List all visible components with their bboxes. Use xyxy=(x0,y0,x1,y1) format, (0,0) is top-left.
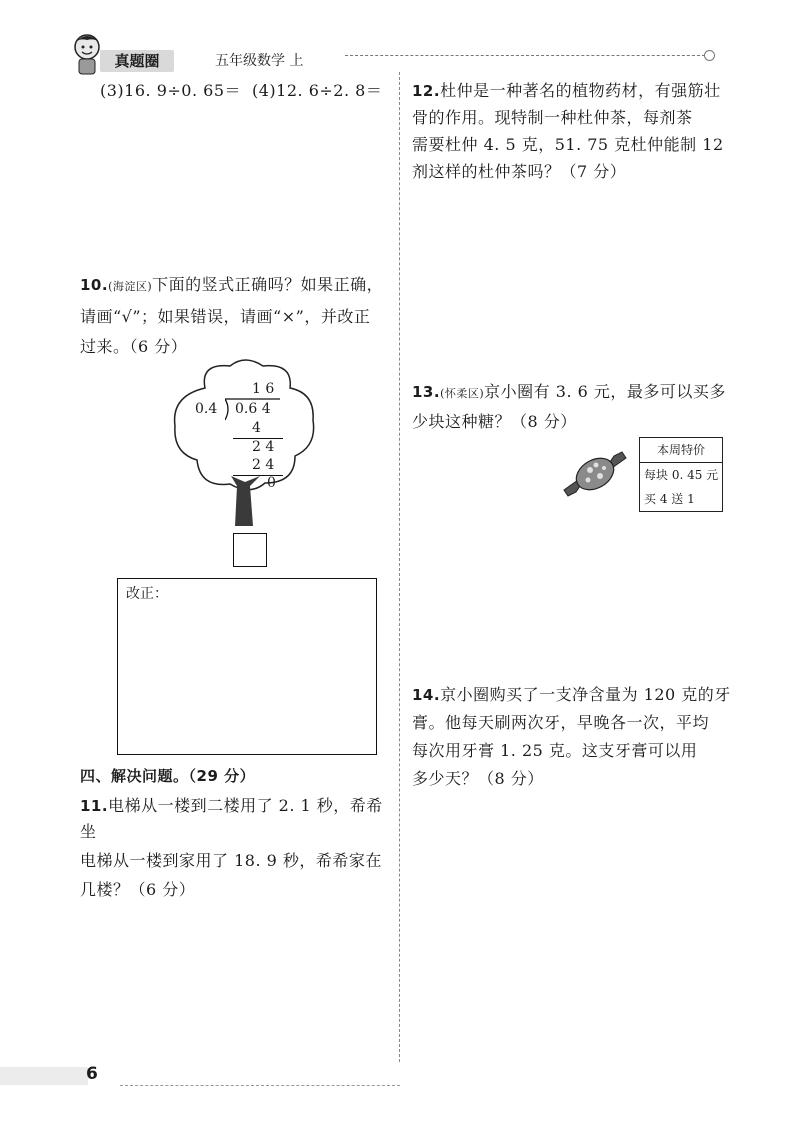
q11-text-1: 电梯从一楼到二楼用了 2. 1 秒，希希坐 xyxy=(80,796,383,841)
q14-text-1: 京小圈购买了一支净含量为 120 克的牙 xyxy=(440,685,731,704)
footer-bar xyxy=(0,1067,88,1085)
long-division xyxy=(195,380,295,490)
q11-number: 11. xyxy=(80,797,109,815)
division-remainder: 0 xyxy=(267,475,276,491)
footer-divider xyxy=(120,1085,400,1086)
q13-district: (怀柔区) xyxy=(440,387,485,400)
question-11 xyxy=(80,793,390,903)
q10-text-1: 下面的竖式正确吗？如果正确， xyxy=(152,275,384,294)
division-divisor: 0.4 xyxy=(195,401,218,417)
calc-item-4: (4)12. 6÷2. 8＝ xyxy=(252,81,383,100)
q10-line-3: 过来。（6 分） xyxy=(80,337,188,356)
question-12 xyxy=(412,78,732,185)
price-tag xyxy=(639,437,723,512)
column-divider xyxy=(399,72,400,1062)
q13-line-2: 少块这种糖？（8 分） xyxy=(412,412,577,431)
q13-line-1 xyxy=(412,379,732,407)
q12-text-1: 杜仲是一种著名的植物药材，有强筋壮 xyxy=(440,81,721,100)
grade-title: 五年级数学 上 xyxy=(215,53,304,69)
q12-line-3: 需要杜仲 4. 5 克，51. 75 克杜仲能制 12 xyxy=(412,135,724,154)
division-step-3: 2 4 xyxy=(252,457,275,473)
question-10 xyxy=(80,272,390,360)
correction-label: 改正： xyxy=(126,586,168,602)
q10-line-2: 请画“√”；如果错误，请画“×”，并改正 xyxy=(80,307,371,326)
q14-line-2: 膏。他每天刷两次牙，早晚各一次，平均 xyxy=(412,713,710,732)
division-quotient: 1 6 xyxy=(252,381,275,397)
candy-icon xyxy=(560,450,630,498)
division-step-1: 4 xyxy=(252,420,261,436)
q12-line-2: 骨的作用。现特制一种杜仲茶，每剂茶 xyxy=(412,108,693,127)
q11-line-1 xyxy=(80,793,390,845)
calc-item-3: (3)16. 9÷0. 65＝ xyxy=(100,81,241,100)
answer-checkbox[interactable] xyxy=(233,533,267,567)
q11-line-2: 电梯从一楼到家用了 18. 9 秒，希希家在 xyxy=(80,851,382,870)
page-header xyxy=(0,0,800,75)
q10-district: (海淀区) xyxy=(108,280,153,293)
logo-badge: 真题圈 xyxy=(100,50,174,72)
section-4-title: 四、解决问题。（29 分） xyxy=(80,767,256,785)
q10-line-1 xyxy=(80,272,390,300)
q14-number: 14. xyxy=(412,686,441,704)
question-13 xyxy=(412,379,732,435)
q10-number: 10. xyxy=(80,276,109,294)
header-circle-icon xyxy=(704,50,715,61)
price-tag-title: 本周特价 xyxy=(640,438,722,463)
q13-number: 13. xyxy=(412,383,441,401)
mascot-logo-icon xyxy=(70,32,104,76)
price-tag-offer: 买 4 送 1 xyxy=(644,492,695,506)
q14-line-3: 每次用牙膏 1. 25 克。这支牙膏可以用 xyxy=(412,741,698,760)
q14-line-1 xyxy=(412,682,732,708)
q12-number: 12. xyxy=(412,82,441,100)
division-step-2: 2 4 xyxy=(252,439,275,455)
division-dividend: 0.6 4 xyxy=(235,401,271,417)
q14-line-4: 多少天？（8 分） xyxy=(412,769,544,788)
q11-line-3: 几楼？（6 分） xyxy=(80,880,196,899)
page-number: 6 xyxy=(86,1064,98,1084)
correction-box[interactable] xyxy=(117,578,377,755)
q12-line-1 xyxy=(412,78,732,104)
question-14 xyxy=(412,682,732,792)
q12-line-4: 剂这样的杜仲茶吗？（7 分） xyxy=(412,162,627,181)
price-tag-price: 每块 0. 45 元 xyxy=(644,468,719,482)
header-divider xyxy=(345,55,705,56)
q13-text-1: 京小圈有 3. 6 元，最多可以买多 xyxy=(484,382,726,401)
